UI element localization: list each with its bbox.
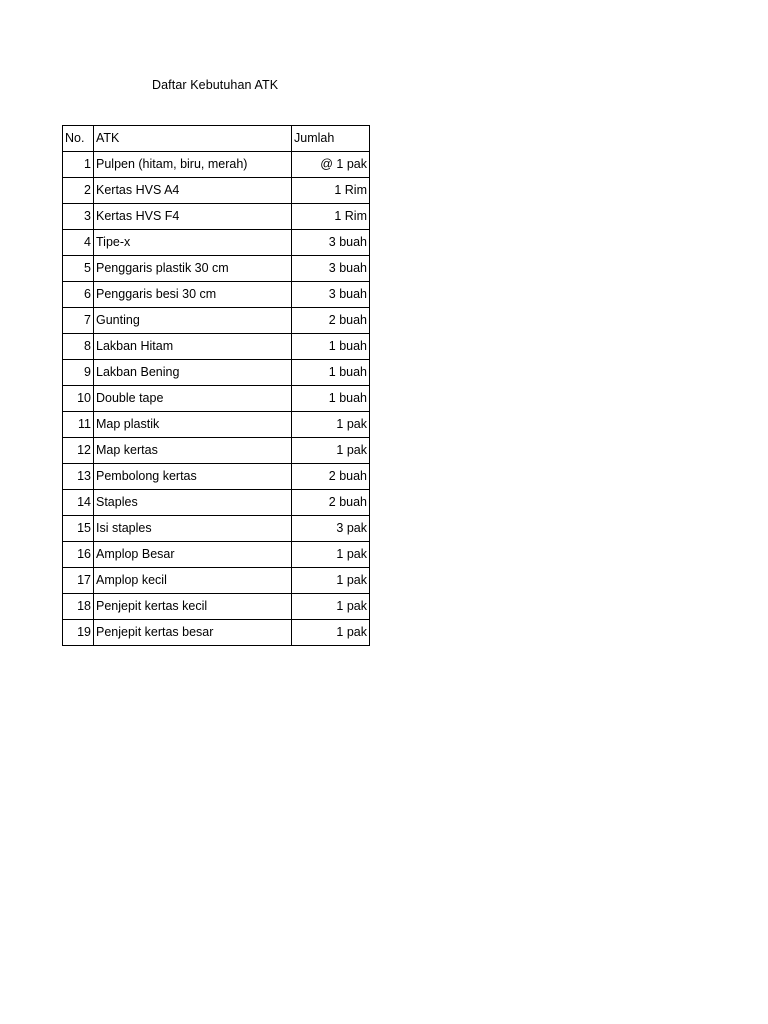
table-row (63, 308, 370, 334)
header-no: No. (63, 126, 94, 152)
row-number: 6 (63, 282, 94, 308)
row-quantity: 2 buah (292, 464, 370, 490)
table-row (63, 256, 370, 282)
row-number: 18 (63, 594, 94, 620)
row-number: 14 (63, 490, 94, 516)
row-quantity: 3 pak (292, 516, 370, 542)
table-row (63, 594, 370, 620)
row-item: Map kertas (94, 438, 292, 464)
table-row (63, 360, 370, 386)
row-quantity: @ 1 pak (292, 152, 370, 178)
table-row (63, 204, 370, 230)
table-row (63, 568, 370, 594)
row-item: Pembolong kertas (94, 464, 292, 490)
row-quantity: 1 Rim (292, 204, 370, 230)
row-number: 1 (63, 152, 94, 178)
row-item: Penggaris plastik 30 cm (94, 256, 292, 282)
row-item: Kertas HVS F4 (94, 204, 292, 230)
table-row (63, 542, 370, 568)
row-number: 17 (63, 568, 94, 594)
row-item: Penjepit kertas besar (94, 620, 292, 646)
table-row (63, 438, 370, 464)
row-item: Isi staples (94, 516, 292, 542)
table-row (63, 620, 370, 646)
row-item: Map plastik (94, 412, 292, 438)
atk-table (62, 125, 370, 646)
table-header-row (63, 126, 370, 152)
row-number: 10 (63, 386, 94, 412)
row-number: 15 (63, 516, 94, 542)
row-quantity: 1 pak (292, 594, 370, 620)
row-quantity: 1 buah (292, 386, 370, 412)
row-quantity: 1 Rim (292, 178, 370, 204)
row-item: Pulpen (hitam, biru, merah) (94, 152, 292, 178)
table-row (63, 282, 370, 308)
page-title: Daftar Kebutuhan ATK (152, 78, 279, 92)
row-item: Amplop Besar (94, 542, 292, 568)
row-number: 8 (63, 334, 94, 360)
row-number: 4 (63, 230, 94, 256)
table-row (63, 464, 370, 490)
row-item: Staples (94, 490, 292, 516)
row-item: Gunting (94, 308, 292, 334)
row-number: 11 (63, 412, 94, 438)
row-number: 13 (63, 464, 94, 490)
row-item: Amplop kecil (94, 568, 292, 594)
table-row (63, 412, 370, 438)
header-atk: ATK (94, 126, 292, 152)
row-quantity: 3 buah (292, 230, 370, 256)
table-row (63, 386, 370, 412)
row-quantity: 1 buah (292, 334, 370, 360)
row-quantity: 1 pak (292, 568, 370, 594)
row-quantity: 1 pak (292, 620, 370, 646)
table-body (63, 152, 370, 646)
row-number: 2 (63, 178, 94, 204)
row-quantity: 1 buah (292, 360, 370, 386)
row-number: 16 (63, 542, 94, 568)
table-row (63, 178, 370, 204)
table-row (63, 516, 370, 542)
row-item: Penggaris besi 30 cm (94, 282, 292, 308)
row-item: Tipe-x (94, 230, 292, 256)
row-number: 19 (63, 620, 94, 646)
row-quantity: 3 buah (292, 256, 370, 282)
table-row (63, 334, 370, 360)
table-row (63, 152, 370, 178)
row-number: 7 (63, 308, 94, 334)
row-quantity: 1 pak (292, 412, 370, 438)
row-number: 3 (63, 204, 94, 230)
table-row (63, 230, 370, 256)
row-quantity: 1 pak (292, 542, 370, 568)
row-number: 12 (63, 438, 94, 464)
row-quantity: 2 buah (292, 308, 370, 334)
row-quantity: 2 buah (292, 490, 370, 516)
row-item: Lakban Bening (94, 360, 292, 386)
row-number: 5 (63, 256, 94, 282)
row-item: Kertas HVS A4 (94, 178, 292, 204)
table-row (63, 490, 370, 516)
row-item: Penjepit kertas kecil (94, 594, 292, 620)
row-quantity: 1 pak (292, 438, 370, 464)
row-item: Lakban Hitam (94, 334, 292, 360)
header-jumlah: Jumlah (292, 126, 370, 152)
row-quantity: 3 buah (292, 282, 370, 308)
row-item: Double tape (94, 386, 292, 412)
row-number: 9 (63, 360, 94, 386)
